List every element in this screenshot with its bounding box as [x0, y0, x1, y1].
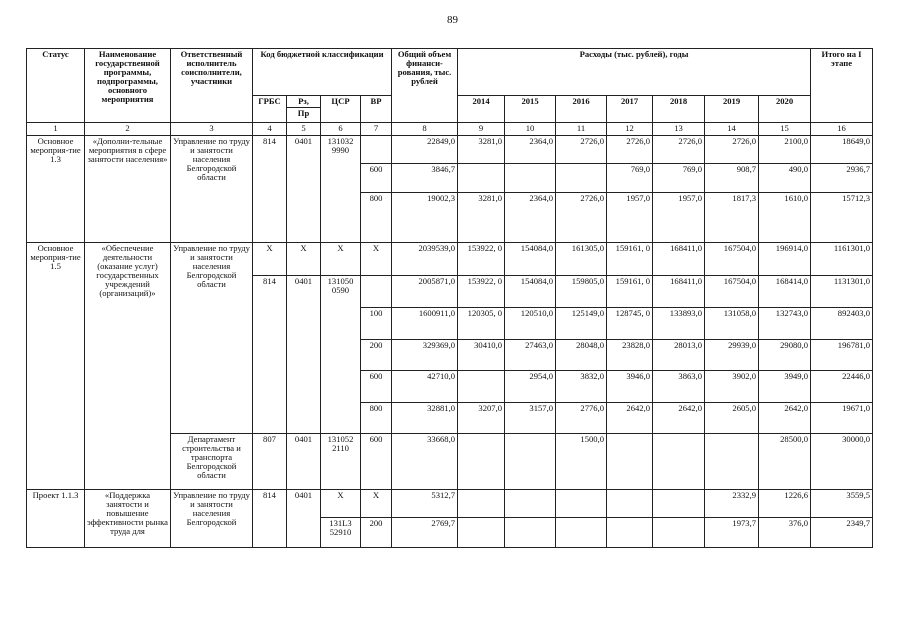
page-number: 89 [447, 14, 458, 26]
year-value-2019: 167504,0 [705, 243, 759, 276]
year-value-2017: 159161, 0 [607, 276, 653, 308]
total-cell: 22849,0 [392, 136, 458, 164]
name-cell: «Обеспечение деятельности (оказание услуг) государственных учреждений (организаций)» [85, 243, 171, 490]
rzpr-cell: 0401 [287, 276, 321, 434]
stage-total-cell: 892403,0 [811, 308, 873, 340]
grbs-cell: 807 [253, 434, 287, 490]
year-value-2016 [556, 518, 607, 548]
year-value-2014: 153922, 0 [458, 243, 505, 276]
col-rz-header: Рз, [287, 96, 321, 108]
column-number: 4 [253, 123, 287, 136]
column-number: 14 [705, 123, 759, 136]
year-value-2018: 3863,0 [653, 371, 705, 403]
year-value-2020: 2642,0 [759, 403, 811, 434]
column-number: 15 [759, 123, 811, 136]
col-budget-code-header: Код бюджетной классификации [253, 49, 392, 96]
year-value-2018: 133893,0 [653, 308, 705, 340]
total-cell: 19002,3 [392, 193, 458, 243]
year-value-2015: 3157,0 [505, 403, 556, 434]
stage-total-cell: 1131301,0 [811, 276, 873, 308]
year-value-2014: 153922, 0 [458, 276, 505, 308]
year-value-2014 [458, 434, 505, 490]
year-value-2018: 168411,0 [653, 276, 705, 308]
year-value-2017 [607, 434, 653, 490]
stage-total-cell: 2936,7 [811, 164, 873, 193]
col-name-header: Наименование государственной программы, подпрограммы, основного мероприятия [85, 49, 171, 123]
year-value-2016: 1500,0 [556, 434, 607, 490]
column-number: 2 [85, 123, 171, 136]
column-number: 7 [361, 123, 392, 136]
column-number: 1 [27, 123, 85, 136]
year-value-2020: 196914,0 [759, 243, 811, 276]
year-value-2018 [653, 490, 705, 518]
year-value-2020: 132743,0 [759, 308, 811, 340]
year-value-2017 [607, 490, 653, 518]
column-number: 10 [505, 123, 556, 136]
year-value-2016: 3832,0 [556, 371, 607, 403]
year-value-2019: 908,7 [705, 164, 759, 193]
year-value-2020: 490,0 [759, 164, 811, 193]
year-value-2015 [505, 434, 556, 490]
year-value-2018: 1957,0 [653, 193, 705, 243]
year-value-2018: 2642,0 [653, 403, 705, 434]
year-value-2015: 27463,0 [505, 340, 556, 371]
year-value-2016: 2776,0 [556, 403, 607, 434]
col-status-header: Статус [27, 49, 85, 123]
year-value-2018: 168411,0 [653, 243, 705, 276]
year-value-2017 [607, 518, 653, 548]
year-value-2020: 1226,6 [759, 490, 811, 518]
year-value-2017: 1957,0 [607, 193, 653, 243]
year-2014-header: 2014 [458, 96, 505, 123]
col-total-header: Общий объем финанси-рования, тыс. рублей [392, 49, 458, 123]
year-value-2019: 2605,0 [705, 403, 759, 434]
vr-cell: X [361, 490, 392, 518]
year-2015-header: 2015 [505, 96, 556, 123]
column-number: 6 [321, 123, 361, 136]
year-value-2019 [705, 434, 759, 490]
year-value-2018 [653, 518, 705, 548]
year-value-2020: 28500,0 [759, 434, 811, 490]
rzpr-cell: 0401 [287, 434, 321, 490]
year-value-2016 [556, 490, 607, 518]
stage-total-cell: 15712,3 [811, 193, 873, 243]
column-number: 13 [653, 123, 705, 136]
year-value-2014: 3281,0 [458, 136, 505, 164]
total-cell: 2769,7 [392, 518, 458, 548]
responsible-cell: Департамент строительства и транспорта Белгородской области [171, 434, 253, 490]
stage-total-cell: 196781,0 [811, 340, 873, 371]
year-value-2014 [458, 371, 505, 403]
vr-cell: X [361, 243, 392, 276]
status-cell: Основное мероприя-тие 1.5 [27, 243, 85, 490]
stage-total-cell: 2349,7 [811, 518, 873, 548]
vr-cell: 600 [361, 371, 392, 403]
year-2016-header: 2016 [556, 96, 607, 123]
vr-cell [361, 136, 392, 164]
year-value-2015: 2364,0 [505, 136, 556, 164]
year-value-2018: 769,0 [653, 164, 705, 193]
year-value-2015: 120510,0 [505, 308, 556, 340]
year-value-2018 [653, 434, 705, 490]
year-value-2017: 23828,0 [607, 340, 653, 371]
grbs-cell: 814 [253, 490, 287, 548]
total-cell: 5312,7 [392, 490, 458, 518]
year-value-2016: 2726,0 [556, 193, 607, 243]
grbs-cell: X [253, 243, 287, 276]
year-2020-header: 2020 [759, 96, 811, 123]
header-row-1 [27, 49, 873, 96]
csr-cell: X [321, 243, 361, 276]
grbs-cell: 814 [253, 136, 287, 243]
budget-table [26, 48, 873, 548]
column-number: 11 [556, 123, 607, 136]
rzpr-cell: X [287, 243, 321, 276]
year-2017-header: 2017 [607, 96, 653, 123]
year-value-2020: 376,0 [759, 518, 811, 548]
total-cell: 42710,0 [392, 371, 458, 403]
year-value-2018: 2726,0 [653, 136, 705, 164]
csr-cell: 131L3 52910 [321, 518, 361, 548]
col-pr-header: Пр [287, 108, 321, 123]
year-value-2017: 2726,0 [607, 136, 653, 164]
year-2018-header: 2018 [653, 96, 705, 123]
stage-total-cell: 30000,0 [811, 434, 873, 490]
column-number: 16 [811, 123, 873, 136]
column-number: 9 [458, 123, 505, 136]
year-value-2017: 128745, 0 [607, 308, 653, 340]
col-expenses-header: Расходы (тыс. рублей), годы [458, 49, 811, 96]
year-value-2019: 2332,9 [705, 490, 759, 518]
vr-cell: 800 [361, 403, 392, 434]
table-row [27, 490, 873, 518]
year-value-2017: 2642,0 [607, 403, 653, 434]
column-number: 3 [171, 123, 253, 136]
year-value-2019: 29939,0 [705, 340, 759, 371]
col-grbs-header: ГРБС [253, 96, 287, 123]
year-value-2019: 3902,0 [705, 371, 759, 403]
year-value-2019: 167504,0 [705, 276, 759, 308]
table-row [27, 136, 873, 164]
year-value-2016: 125149,0 [556, 308, 607, 340]
column-number: 8 [392, 123, 458, 136]
vr-cell [361, 276, 392, 308]
year-value-2020: 1610,0 [759, 193, 811, 243]
year-value-2016: 28048,0 [556, 340, 607, 371]
year-value-2014 [458, 518, 505, 548]
responsible-cell: Управление по труду и занятости населения Белгородской [171, 490, 253, 548]
responsible-cell: Управление по труду и занятости населения Белгородской области [171, 243, 253, 434]
col-vr-header: ВР [361, 96, 392, 123]
year-value-2020: 3949,0 [759, 371, 811, 403]
year-value-2015: 2954,0 [505, 371, 556, 403]
table-row [27, 243, 873, 276]
rzpr-cell: 0401 [287, 136, 321, 243]
col-responsible-header: Ответственный исполнитель соисполнители, участники [171, 49, 253, 123]
year-2019-header: 2019 [705, 96, 759, 123]
stage-total-cell: 19671,0 [811, 403, 873, 434]
year-value-2020: 2100,0 [759, 136, 811, 164]
stage-total-cell: 1161301,0 [811, 243, 873, 276]
year-value-2014 [458, 490, 505, 518]
year-value-2017: 769,0 [607, 164, 653, 193]
year-value-2016: 2726,0 [556, 136, 607, 164]
total-cell: 2039539,0 [392, 243, 458, 276]
year-value-2016: 159805,0 [556, 276, 607, 308]
year-value-2014: 3207,0 [458, 403, 505, 434]
status-cell: Проект 1.1.3 [27, 490, 85, 548]
year-value-2018: 28013,0 [653, 340, 705, 371]
vr-cell: 200 [361, 518, 392, 548]
rzpr-cell: 0401 [287, 490, 321, 548]
column-number-row [27, 123, 873, 136]
responsible-cell: Управление по труду и занятости населения Белгородской области [171, 136, 253, 243]
column-number: 12 [607, 123, 653, 136]
csr-cell: 131052 2110 [321, 434, 361, 490]
status-cell: Основное мероприя-тие 1.3 [27, 136, 85, 243]
vr-cell: 600 [361, 164, 392, 193]
vr-cell: 800 [361, 193, 392, 243]
stage-total-cell: 18649,0 [811, 136, 873, 164]
stage-total-cell: 22446,0 [811, 371, 873, 403]
year-value-2020: 168414,0 [759, 276, 811, 308]
year-value-2017: 159161, 0 [607, 243, 653, 276]
year-value-2019: 2726,0 [705, 136, 759, 164]
total-cell: 3846,7 [392, 164, 458, 193]
year-value-2015 [505, 518, 556, 548]
year-value-2015: 2364,0 [505, 193, 556, 243]
vr-cell: 100 [361, 308, 392, 340]
col-csr-header: ЦСР [321, 96, 361, 123]
year-value-2015 [505, 164, 556, 193]
column-number: 5 [287, 123, 321, 136]
year-value-2019: 1973,7 [705, 518, 759, 548]
year-value-2019: 1817,3 [705, 193, 759, 243]
year-value-2014: 30410,0 [458, 340, 505, 371]
vr-cell: 200 [361, 340, 392, 371]
year-value-2015: 154084,0 [505, 243, 556, 276]
stage-total-cell: 3559,5 [811, 490, 873, 518]
csr-cell: X [321, 490, 361, 518]
total-cell: 32881,0 [392, 403, 458, 434]
total-cell: 1600911,0 [392, 308, 458, 340]
year-value-2016 [556, 164, 607, 193]
year-value-2015: 154084,0 [505, 276, 556, 308]
year-value-2014: 3281,0 [458, 193, 505, 243]
csr-cell: 131050 0590 [321, 276, 361, 434]
name-cell: «Дополни-тельные мероприятия в сфере занятости населения» [85, 136, 171, 243]
year-value-2015 [505, 490, 556, 518]
total-cell: 2005871,0 [392, 276, 458, 308]
col-stage-total-header: Итого на I этапе [811, 49, 873, 123]
grbs-cell: 814 [253, 276, 287, 434]
year-value-2016: 161305,0 [556, 243, 607, 276]
csr-cell: 131032 9990 [321, 136, 361, 243]
name-cell: «Поддержка занятости и повышение эффективности рынка труда для [85, 490, 171, 548]
total-cell: 329369,0 [392, 340, 458, 371]
total-cell: 33668,0 [392, 434, 458, 490]
year-value-2014 [458, 164, 505, 193]
year-value-2020: 29080,0 [759, 340, 811, 371]
year-value-2019: 131058,0 [705, 308, 759, 340]
vr-cell: 600 [361, 434, 392, 490]
year-value-2014: 120305, 0 [458, 308, 505, 340]
year-value-2017: 3946,0 [607, 371, 653, 403]
